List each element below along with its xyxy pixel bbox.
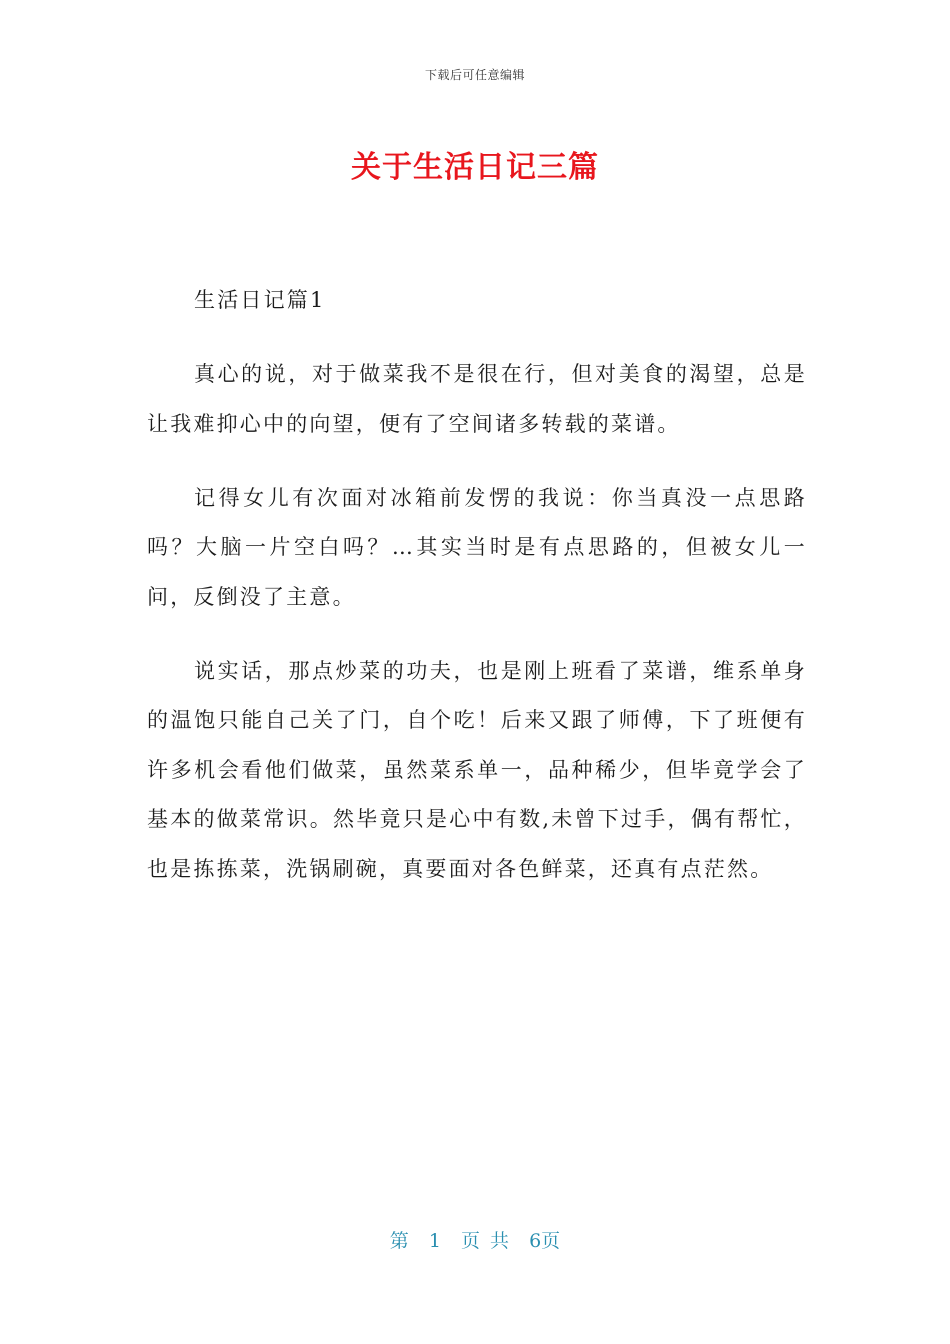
document-title: 关于生活日记三篇 [351, 150, 599, 185]
footer-middle: 页 共 [461, 1230, 510, 1252]
header-note: 下载后可任意编辑 [424, 68, 525, 82]
paragraph: 说实话，那点炒菜的功夫，也是刚上班看了菜谱，维系单身的温饱只能自己关了门，自个吃！后来又跟了师傅，下了班便有许多机会看他们做菜，虽然菜系单一，品种稀少，但毕竟学会了基本的做菜常识。然毕竟只是心中有数,未曾下过手，偶有帮忙，也是拣拣菜，洗锅刷碗，真要面对各色鲜菜，还真有点茫然。 [147, 658, 807, 881]
section-heading: 生活日记篇1 [194, 288, 326, 312]
paragraph: 记得女儿有次面对冰箱前发愣的我说：你当真没一点思路吗？大脑一片空白吗？…其实当时是有点思路的，但被女儿一问，反倒没了主意。 [147, 485, 807, 609]
page-footer [0, 1226, 950, 1253]
document-body [147, 276, 807, 919]
paragraph: 真心的说，对于做菜我不是很在行，但对美食的渴望，总是让我难抑心中的向望，便有了空间诸多转载的菜谱。 [147, 362, 807, 436]
footer-page-total: 6页 [529, 1230, 561, 1252]
footer-prefix: 第 [389, 1230, 409, 1252]
footer-page-current: 1 [428, 1230, 441, 1252]
